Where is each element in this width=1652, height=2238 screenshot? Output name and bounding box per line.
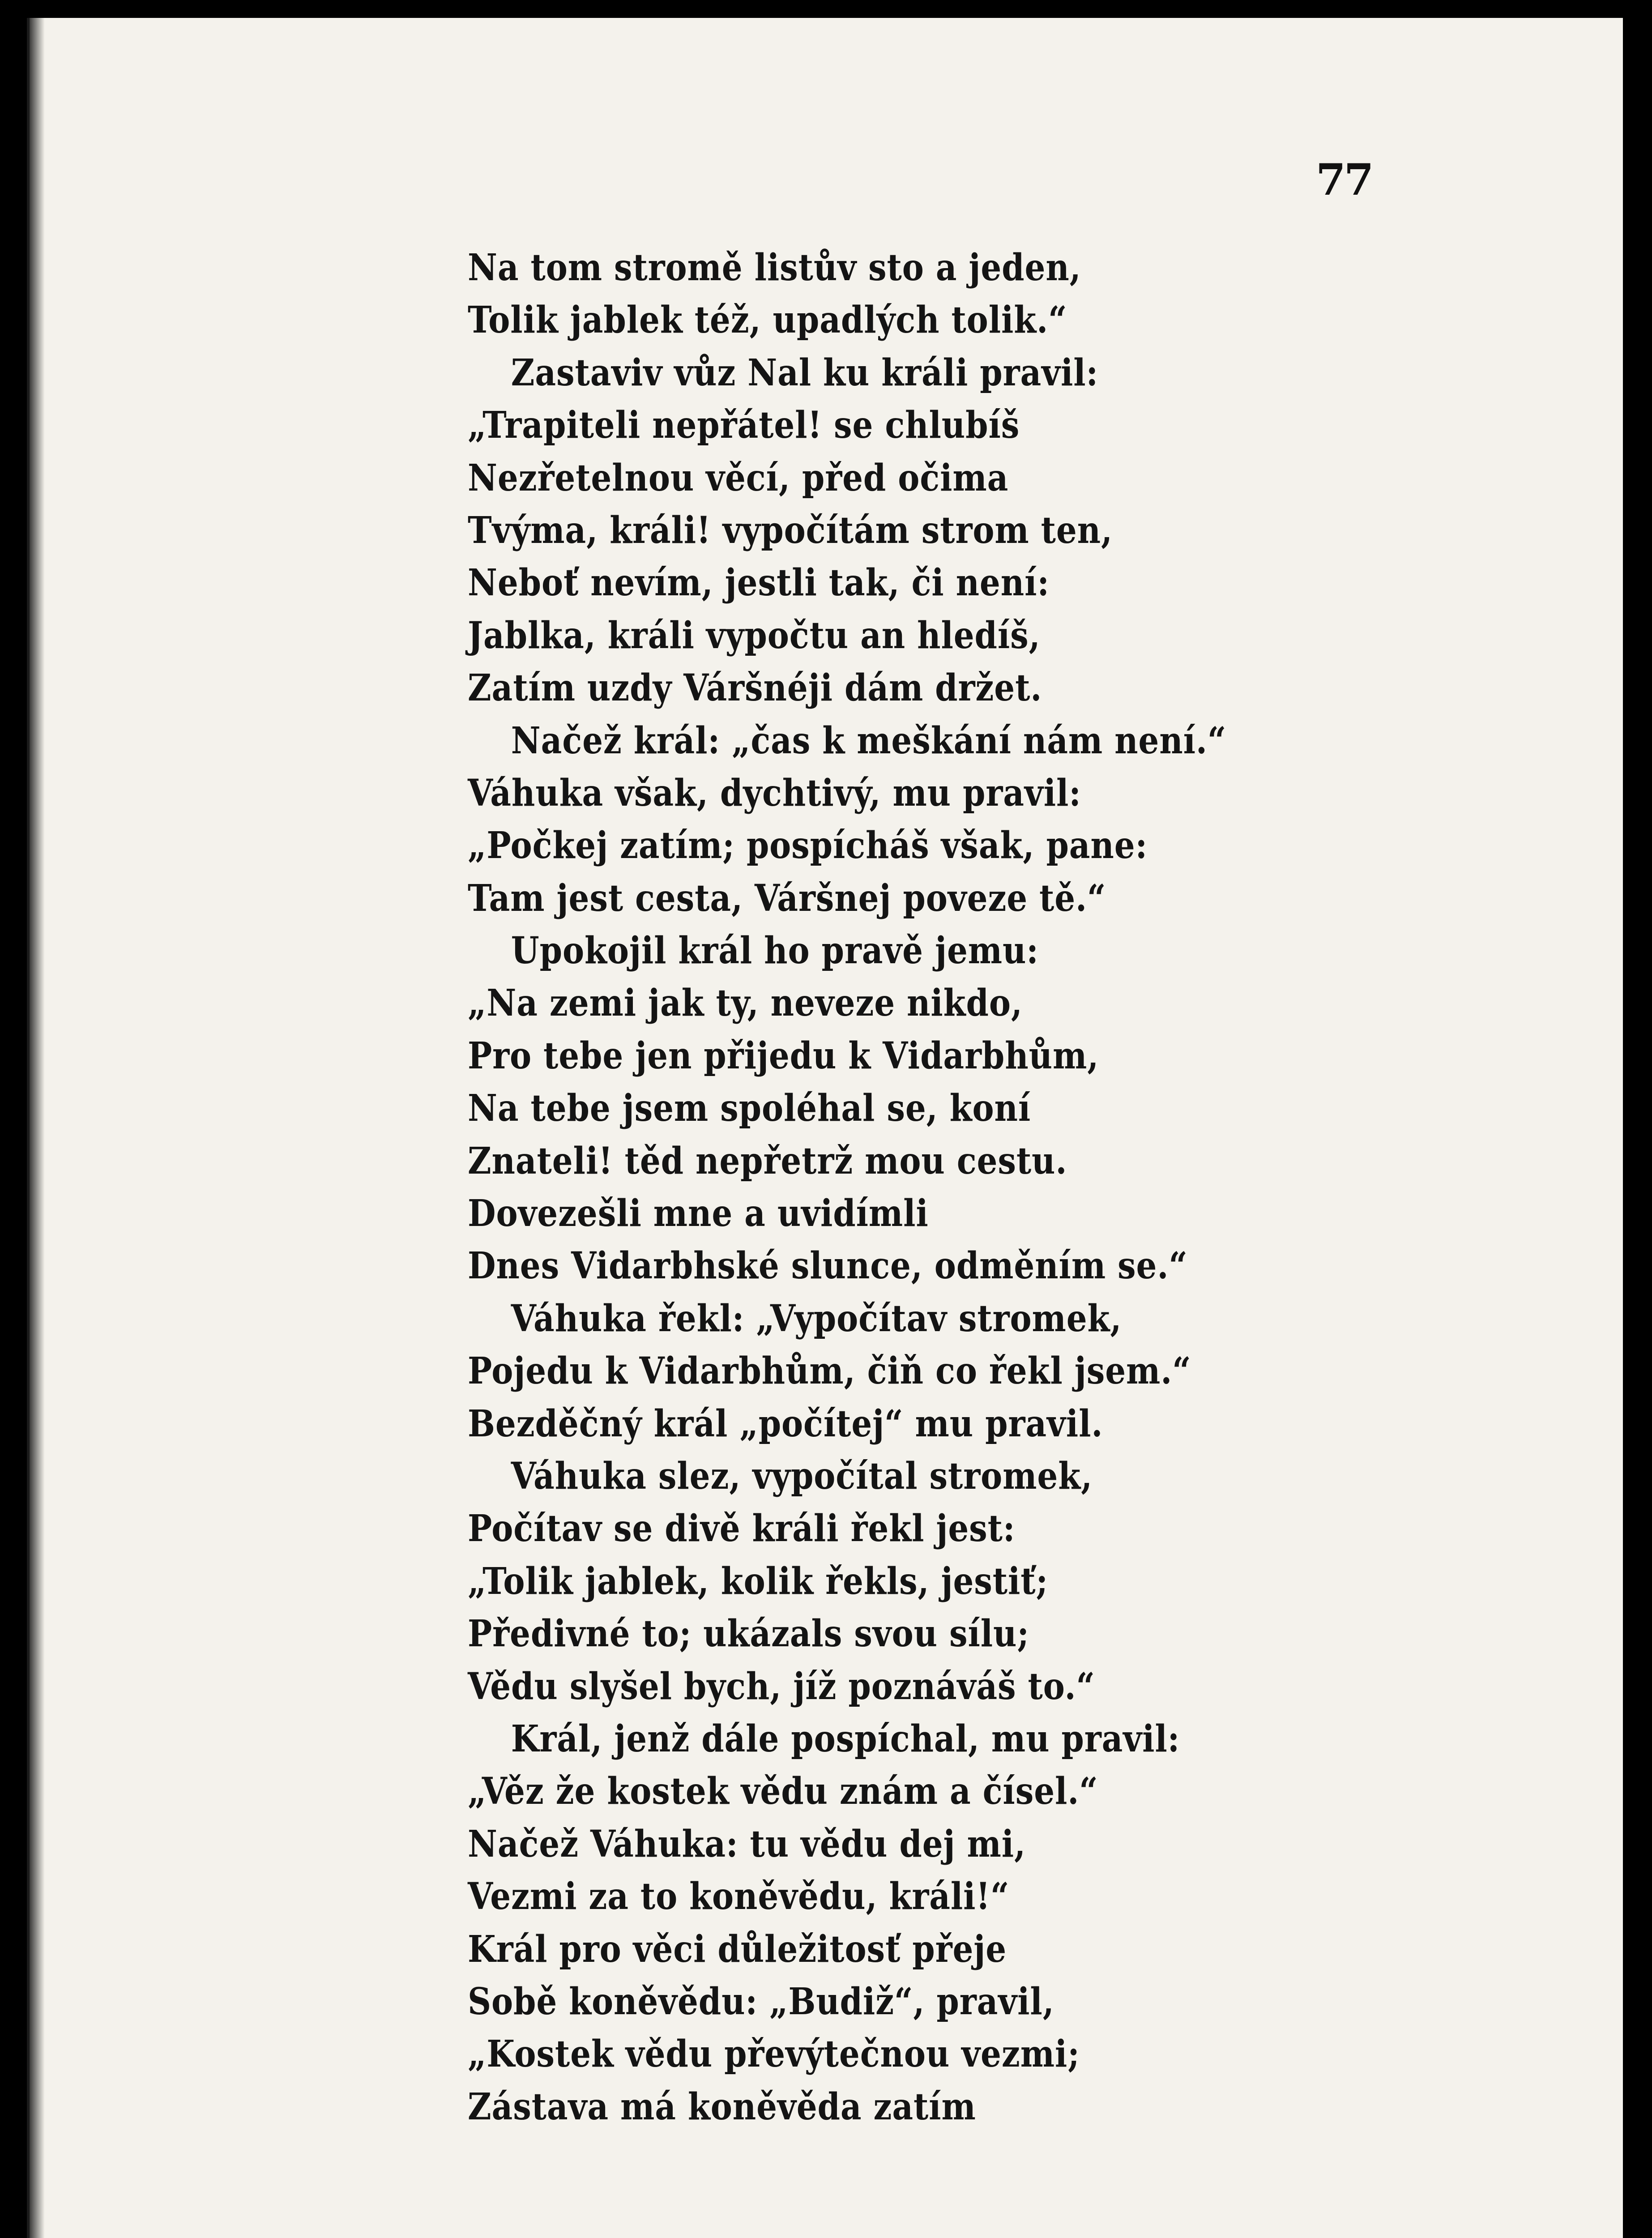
verse-line: Král, jenž dále pospíchal, mu pravil: — [511, 1717, 1180, 1760]
verse-line: „Trapiteli nepřátel! se chlubíš — [468, 404, 1020, 447]
verse-line: „Na zemi jak ty, neveze nikdo, — [468, 982, 1023, 1025]
verse-line: Vezmi za to koněvědu, králi!“ — [468, 1875, 1010, 1918]
verse-line: Předivné to; ukázals svou sílu; — [468, 1612, 1029, 1656]
verse-line: Nezřetelnou věcí, před očima — [468, 456, 1009, 500]
page-spine-shadow — [27, 18, 45, 2238]
verse-line: Na tebe jsem spoléhal se, koní — [468, 1087, 1031, 1130]
verse-line: „Kostek vědu převýtečnou vezmi; — [468, 2033, 1080, 2076]
verse-line: Vědu slyšel bych, jíž poznáváš to.“ — [468, 1665, 1095, 1708]
verse-text — [468, 242, 1497, 2133]
verse-line: Váhuka však, dychtivý, mu pravil: — [468, 771, 1081, 815]
verse-line: „Věz že kostek vědu znám a čísel.“ — [468, 1770, 1098, 1813]
verse-line: „Počkej zatím; pospícháš však, pane: — [468, 824, 1148, 867]
verse-line: Tam jest cesta, Váršnej poveze tě.“ — [468, 876, 1106, 920]
verse-line: Zastaviv vůz Nal ku králi pravil: — [511, 351, 1099, 394]
verse-line: Sobě koněvědu: „Budiž“, pravil, — [468, 1980, 1054, 2023]
verse-line: Načež král: „čas k meškání nám není.“ — [511, 719, 1227, 762]
page-number: 77 — [1316, 154, 1372, 205]
verse-line: Počítav se divě králi řekl jest: — [468, 1507, 1016, 1550]
verse-line: Bezděčný král „počítej“ mu pravil. — [468, 1402, 1103, 1445]
verse-line: Pojedu k Vidarbhům, čiň co řekl jsem.“ — [468, 1350, 1191, 1393]
verse-line: Dnes Vidarbhské slunce, odměním se.“ — [468, 1244, 1188, 1288]
verse-line: Pro tebe jen přijedu k Vidarbhům, — [468, 1034, 1099, 1077]
verse-line: Znateli! těd nepřetrž mou cestu. — [468, 1139, 1067, 1183]
verse-line: Jablka, králi vypočtu an hledíš, — [468, 614, 1041, 657]
verse-line: Dovezešli mne a uvidímli — [468, 1192, 929, 1235]
verse-line: Tolik jablek též, upadlých tolik.“ — [468, 299, 1067, 342]
verse-line: Váhuka slez, vypočítal stromek, — [511, 1454, 1093, 1498]
verse-line: Váhuka řekl: „Vypočítav stromek, — [511, 1297, 1122, 1340]
verse-line: Král pro věci důležitosť přeje — [468, 1927, 1007, 1971]
verse-line: Zástava má koněvěda zatím — [468, 2085, 976, 2128]
verse-line: Zatím uzdy Váršnéji dám držet. — [468, 666, 1042, 710]
verse-line: Tvýma, králi! vypočítám strom ten, — [468, 508, 1113, 552]
verse-line: Na tom stromě listův sto a jeden, — [468, 246, 1081, 289]
verse-line: Neboť nevím, jestli tak, či není: — [468, 561, 1050, 605]
verse-line: „Tolik jablek, kolik řekls, jestiť; — [468, 1559, 1049, 1603]
verse-line: Načež Váhuka: tu vědu dej mi, — [468, 1822, 1026, 1866]
verse-line: Upokojil král ho pravě jemu: — [511, 929, 1039, 973]
